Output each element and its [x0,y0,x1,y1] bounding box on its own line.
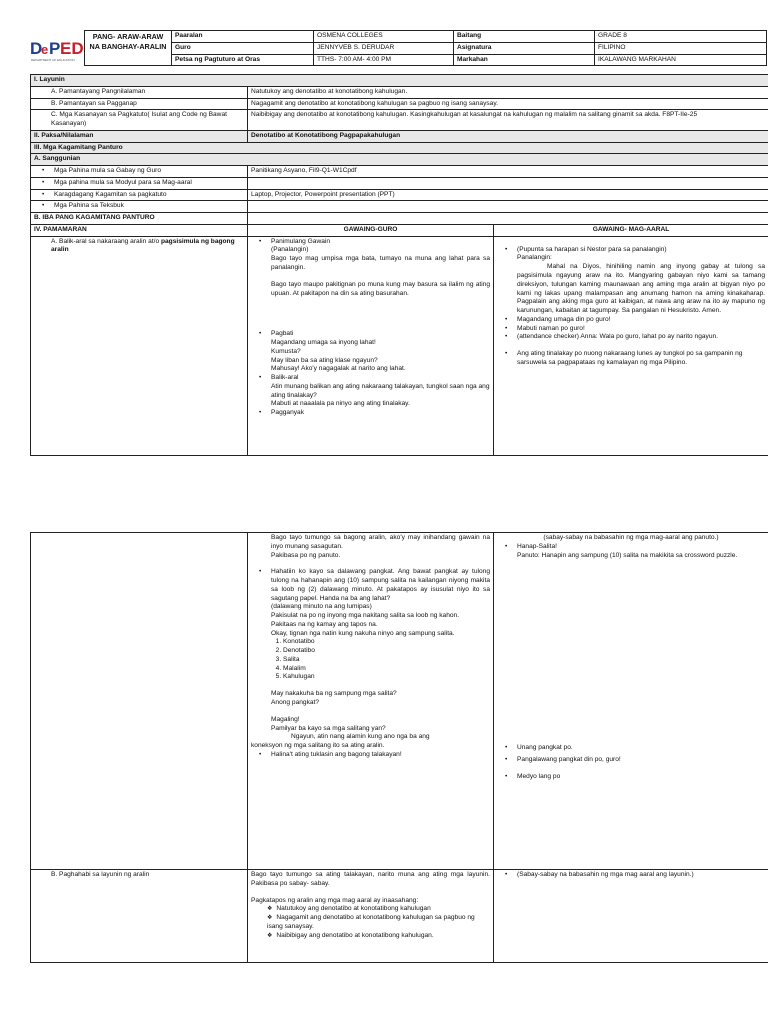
school-value: OSMENA COLLEGES [314,31,454,43]
list-item: • Hahatiin ko kayo sa dalawang pangkat. Ang bawat pangkat ay tulong tulong na hahanapin ang (10) sampung salita na kailangan niyong makita sa loob ng (2) dalawang minuto. At pakatapos ay isusulat niyo ito sa sagutang papel. Handa na ba ang lahat? [251,568,490,603]
school-label: Paaralan [172,31,314,43]
list-item: • (attendance checker) Anna: Wala po guro, lahat po ay narito ngayun. [497,333,765,342]
teacher-label: Guro [172,42,314,54]
section-iba-pang-kagamitan: B. IBA PANG KAGAMITANG PANTURO [31,213,248,225]
svg-text:D: D [30,39,43,58]
svg-text:e: e [41,42,49,57]
step-b-label: B. Paghahabi sa layunin ng aralin [31,870,248,963]
list-item: • Magandang umaga din po guro! [497,316,765,325]
quarter-label: Markahan [454,54,595,66]
subject-label: Asignatura [454,42,595,54]
subject-value: FILIPINO [595,42,767,54]
list-item: • Medyo lang po [497,773,765,782]
iba-value [248,213,768,225]
objective-a-value: Natutukoy ang denotatibo at konotatibong kahulugan. [248,86,768,98]
list-item: • (Sabay-sabay na babasahin ng mga mag aaral ang layunin.) [497,871,765,880]
lesson-table-1 [30,74,768,456]
list-item: 3. Salita [283,656,490,665]
resource-value: Laptop, Projector, Powerpoint presentation (PPT) [248,189,768,201]
svg-text:P: P [49,39,61,58]
list-item: 5. Kahulugan [283,673,490,682]
objective-c-label: C. Mga Kasanayan sa Pagkatuto( Isulat ang Code ng Bawat Kasanayan) [31,110,248,131]
quarter-value: IKALAWANG MARKAHAN [595,54,767,66]
list-item: • Ang ating tinalakay po nuong nakaraang lunes ay tungkol po sa gampanin ng sarsuwela sa pagpapataas ng kamalayan ng mga Pilipino. [497,350,765,368]
grade-value: GRADE 8 [595,31,767,43]
section-kagamitan: III. Mga Kagamitang Panturo [31,142,768,154]
objective-c-value: Naibibigay ang denotatibo at konotatibong kahulugan. Kasingkahulugan at kasalungat na kahulugan ng malalim na salitang ginamit sa akda. F8PT-IIe-25 [248,110,768,131]
word-list [251,638,490,682]
list-item: • Halina't ating tuklasin ang bagong talakayan! [251,751,490,760]
header-table [84,30,767,66]
resource-value [248,201,768,213]
resource-row: • Mga Pahina mula sa Gabay ng Guro [31,166,248,178]
date-value: TTHS- 7:00 AM- 4:00 PM [314,54,454,66]
svg-text:DEPARTMENT OF EDUCATION: DEPARTMENT OF EDUCATION [31,58,75,62]
list-item: • Hanap-Salita! [497,543,765,552]
objective-list [251,905,490,941]
list-item: • (Pupunta sa harapan si Nestor para sa panalangin) [497,246,765,255]
svg-text:ED: ED [60,39,84,58]
step-a-continued [31,533,248,870]
list-item: • Mabuti naman po guro! [497,325,765,334]
list-item: • Pagganyak [251,409,490,418]
col-gawaing-guro: GAWAING-GURO [248,224,494,236]
guro-activity-1: • Panimulang Gawain (Panalangin) Bago tayo mag umpisa mga bata, tumayo na muna ang lahat para sa panalangin. Bago tayo maupo pakitignan po muna kung may basura sa ilalim ng ating upuan. At pakitapon na din sa ating basurahan. • Pagbati Magandang umaga sa inyong lahat! Kumusta? May liban ba sa ating klase ngayun? Mahusay! Ako'y nagagalak at narito ang lahat. • Balik-aral Atin munang balikan ang ating nakaraang talakayan, tungkol saan nga ang ating tinalakay? Mabuti at naaalala pa ninyo ang ating tinalakay. • Pagganyak [248,236,494,455]
mag-activity-1: • (Pupunta sa harapan si Nestor para sa panalangin) Panalangin: Mahal na Diyos, hinihiling namin ang inyong gabay at tulong sa pagsisimula ngayung araw na ito. Mangyaring gabayan niyo kami sa tamang direksiyon, tulungan kaming maunawaan ang aming mga aralin at bigyan niyo po kami ng lakas upang malampasan ang anumang hamon na aming kinakaharap. Pagpalain ang aking mga guro at kaibigan, at nawa ang araw na ito ay mapuno ng karunungan, kabaitan at tagumpay. Sa pangalan ni Hesukristo. Amen. • Magandang umaga din po guro! • Mabuti naman po guro! • (attendance checker) Anna: Wala po guro, lahat po ay narito ngayun. • Ang ating tinalakay po nuong nakaraang lunes ay tungkol po sa gampanin ng sarsuwela sa pagpapataas ng kamalayan ng mga Pilipino. [494,236,768,455]
section-pamamaraan: IV. PAMAMARAN [31,224,248,236]
resource-value: Panitikang Asyano, Fil9-Q1-W1Cpdf [248,166,768,178]
resource-row: • Karagdagang Kagamitan sa pagkatuto [31,189,248,201]
guro-activity-2: Bago tayo tumungo sa bagong aralin, ako'y may inihandang gawain na inyo munang sasagutan. Pakibasa po ng panuto. • Hahatiin ko kayo sa dalawang pangkat. Ang bawat pangkat ay tulong tulong na hahanapin ang (10) sampung salita na kailangan niyong makita sa loob ng (2) dalawang minuto. At pakatapos ay isusulat niyo ito sa sagutang papel. Handa na ba ang lahat? (dalawang minuto na ang lumipas) Pakisulat na po ng inyong mga nakitang salita sa loob ng kahon. Pakitaas na ng kamay ang tapos na. Okay, tignan nga natin kung nakuha ninyo ang sampung salita. 1. Konotatibo 2. Denotatibo 3. Salita 4. Malalim 5. Kahulugan May nakakuha ba ng sampung mga salita? Anong pangkat? Magaling! Pamilyar ba kayo sa mga salitang yan? Ngayun, atin nang alamin kung ano nga ba ang koneksyon ng mga salitang ito sa ating aralin. • Halina't ating tuklasin ang bagong talakayan! [248,533,494,870]
list-item: • Pangalawang pangkat din po, guro! [497,756,765,765]
list-item: 4. Malalim [283,665,490,674]
resource-row: • Mga Pahina sa Teksbuk [31,201,248,213]
section-paksa: II. Paksa/Nilalaman [31,130,248,142]
objective-b-label: B. Pamantayan sa Pagganap [31,98,248,110]
mag-activity-3 [494,870,768,963]
doc-title: PANG- ARAW-ARAW NA BANGHAY-ARALIN [85,31,172,66]
list-item: 1. Konotatibo [283,638,490,647]
list-item: ❖ Nagagamit ang denotatibo at konotatibong kahulugan sa pagbuo ng isang sanaysay. [267,914,490,932]
step-a-label: A. Balik-aral sa nakaraang aralin at/o pagsisimula ng bagong aralin [31,236,248,455]
list-item: ❖ Naibibigay ang denotatibo at konotatibong kahulugan. [267,932,490,941]
resource-row: • Mga pahina mula sa Modyul para sa Mag-aaral [31,177,248,189]
lesson-table-2 [30,532,768,963]
section-sanggunian: A. Sanggunian [31,154,768,166]
list-item: • Pagbati [251,330,490,339]
list-item: • Balik-aral [251,374,490,383]
objective-b-value: Nagagamit ang denotatibo at konotatibong kahulugan sa pagbuo ng isang sanaysay. [248,98,768,110]
list-item: 2. Denotatibo [283,647,490,656]
list-item: ❖ Natutukoy ang denotatibo at konotatibong kahulugan [267,905,490,914]
deped-logo [30,34,86,64]
list-item: • Panimulang Gawain [251,238,490,247]
section-layunin: I. Layunin [31,75,768,87]
teacher-value: JENNYVEB S. DERUDAR [314,42,454,54]
objective-a-label: A. Pamantayang Pangnilalaman [31,86,248,98]
guro-activity-3: Bago tayo tumungo sa ating talakayan, narito muna ang ating mga layunin. Pakibasa po sabay- sabay. Pagkatapos ng aralin ang mga mag aaral ay inaasahang: ❖ Natutukoy ang denotatibo at konotatibong kahulugan ❖ Nagagamit ang denotatibo at konotatibong kahulugan sa pagbuo ng isang sanaysay. ❖ Naibibigay ang denotatibo at konotatibong kahulugan. [248,870,494,963]
mag-activity-2: (sabay-sabay na babasahin ng mga mag-aaral ang panuto.) • Hanap-Salita! Panuto: Hanapin ang sampung (10) salita na makikita sa crossword puzzle. • Unang pangkat po. • Pangalawang pangkat din po, guro! • Medyo lang po [494,533,768,870]
grade-label: Baitang [454,31,595,43]
list-item: • Unang pangkat po. [497,744,765,753]
date-label: Petsa ng Pagtuturo at Oras [172,54,314,66]
col-gawaing-mag-aaral: GAWAING- MAG-AARAL [494,224,768,236]
resource-value [248,177,768,189]
paksa-value: Denotatibo at Konotatibong Pagpapakahulugan [248,130,768,142]
